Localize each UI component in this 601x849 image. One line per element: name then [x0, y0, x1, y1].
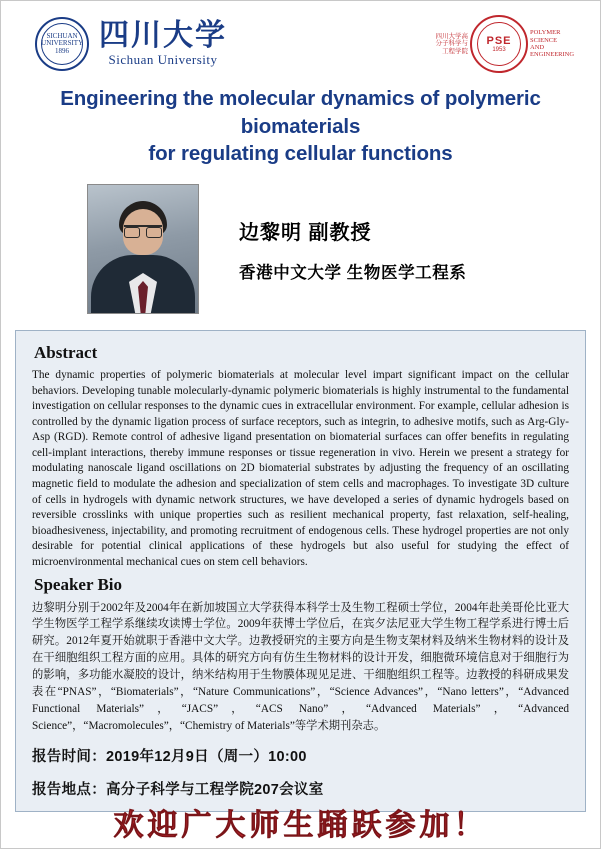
footer-slogan: 欢迎广大师生踊跃参加！ — [113, 809, 488, 842]
scu-seal-label: SICHUAN UNIVERSITY 1896 — [41, 23, 83, 65]
footer-banner — [1, 809, 600, 842]
pse-side-left-label: 四川大学高分子科学与工程学院 — [435, 32, 468, 55]
scu-seal-icon — [35, 17, 89, 71]
scu-name-en: Sichuan University — [108, 52, 218, 68]
pse-seal-inner — [477, 22, 521, 66]
event-time-label: 报告时间： — [32, 749, 106, 766]
polymer-school-logo — [432, 15, 575, 73]
title-line-2: for regulating cellular functions — [148, 142, 453, 166]
scu-name-cn: 四川大学 — [99, 18, 227, 52]
title-line-1: Engineering the molecular dynamics of polymeric biomaterials — [60, 87, 541, 138]
speaker-bio-body: 边黎明分别于2002年及2004年在新加坡国立大学获得本科学士及生物工程硕士学位，2004年赴美哥伦比亚大学生物医学工程学系继续攻读博士学位。2009年获博士学位后，在宾夕法尼亚大学生物工程学系进行博士后研究。2012年夏开始就职于香港中文大学。边教授研究的主要方向是生物支架材料及纳米生物材料的设计及在干细胞组织工程方面的应用。具体的研究方向有仿生生物材料的设计开发，细胞微环境信息对于细胞行为的影响，多功能水凝胶的设计，纳米结构用于生物膜体现见足进、干细胞组织工程等。边教授的科研成果发表在“PNAS”，“Biomaterials”，“Nature Communications”，“Science Advances”，“Nano letters”，“Advanced Functional Materials”，“JACS”，“ACS Nano”，“Advanced Materials”，“Advanced Science”，“Macromolecules”，“Chemistry of Materials”等学术期刊杂志。 — [32, 601, 569, 733]
event-place-line — [32, 778, 571, 799]
scu-wordmark — [99, 20, 227, 69]
pse-abbreviation: PSE — [486, 35, 512, 47]
pse-seal-icon — [470, 15, 528, 73]
event-time-value: 2019年12月9日（周一）10:00 — [106, 749, 307, 766]
event-place-label: 报告地点： — [32, 782, 106, 799]
pse-side-right-label: POLYMER SCIENCE AND ENGINEERING — [530, 29, 575, 59]
pse-year: 1953 — [492, 47, 506, 53]
speaker-portrait — [87, 184, 199, 314]
logo-row — [1, 1, 600, 75]
speaker-name: 边黎明 副教授 — [239, 221, 372, 244]
speaker-section — [1, 174, 600, 322]
speaker-affiliation: 香港中文大学 生物医学工程系 — [239, 263, 467, 282]
abstract-body: The dynamic properties of polymeric biomaterials at molecular level impart significant impact on the cellular behaviors. Developing tunable molecularly-dynamic polymeric biomaterials is highly instrumental to the fundamental investigation on cellular responses to the dynamic cues in extracellular environment. For example, cellular adhesion is controlled by the dynamic ligation process of surface receptors, such as integrin, to adhesive motifs, such as Arg-Gly-Asp (RGD). Remote control of adhesive ligand presentation on biomaterial surfaces can offer benefits in regulating cell-implant interactions, thereby immune responses or tissue regeneration in vivo. Herein we present a strategy for modulating nanoscale ligand oscillations on 2D biomaterial substrates by adjusting the frequency of an oscillating magnetic field to modulate the adhesion and specialization of stem cells and macrophages. To investigate 3D culture of cells in hydrogels with dynamic network structures, we have developed a series of dynamic hydrogels based on reversible crosslinks with unique properties such as resilient mechanical property, fast relaxation, self-healing, bioadhesiveness, injectability, and promoting recruitment of endogenous cells. These hydrogel properties are not only desirable for potential clinical applications of these hydrogels but also useful for studying the effect of microenvironmental mechanical cues on stem cell behaviors. — [32, 369, 569, 568]
glasses-icon — [124, 225, 162, 235]
speaker-details — [239, 216, 466, 283]
abstract-heading: Abstract — [34, 343, 98, 363]
event-time-line — [32, 745, 571, 766]
page-title — [1, 75, 600, 174]
speaker-bio-heading: Speaker Bio — [34, 574, 123, 594]
content-panel — [15, 330, 586, 812]
sichuan-university-logo — [35, 17, 227, 71]
event-place-value: 高分子科学与工程学院207会议室 — [106, 782, 324, 799]
